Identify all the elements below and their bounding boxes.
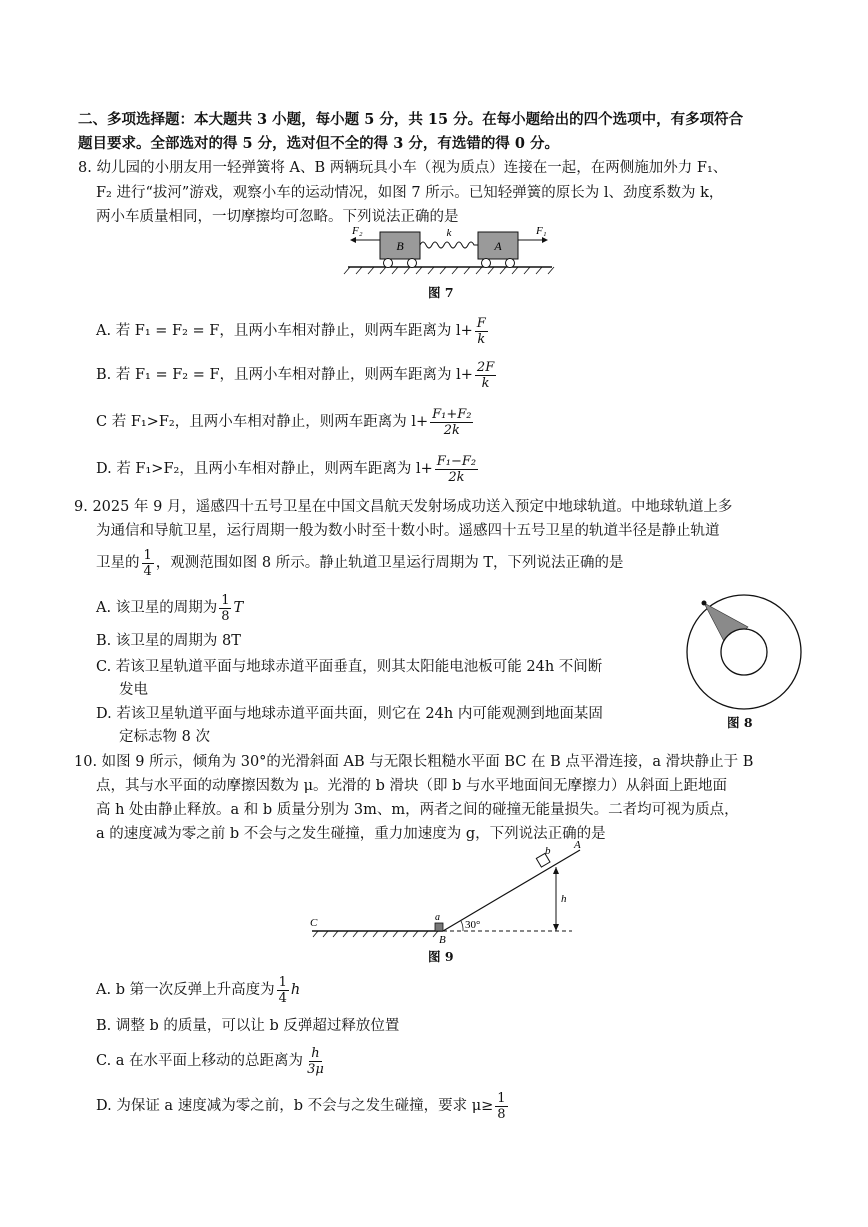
q8-option-b: B. 若 F₁ = F₂ = F，且两小车相对静止，则两车距离为 l+ $\frac{2F}{k}$ <box>96 359 495 391</box>
q10-stem-3: 高 h 处由静止释放。a 和 b 质量分别为 3m、m，两者之间的碰撞无能量损失。二者均可视为质点， <box>96 802 739 818</box>
figure-7-caption: 图 7 <box>428 285 454 300</box>
q8-option-c: C 若 F₁>F₂，且两小车相对静止，则两车距离为 l+ $\frac{\text{F₁+F₂}}{2k}$ <box>96 406 472 438</box>
q9-option-b: B. 该卫星的周期为 8T <box>96 633 241 649</box>
figure-9-diagram <box>300 838 590 948</box>
section-heading: 二、多项选择题：本大题共 3 小题，每小题 5 分，共 15 分。在每小题给出的四个选项中，有多项符合 <box>78 111 744 128</box>
q8-option-d: D. 若 F₁>F₂，且两小车相对静止，则两车距离为 l+ $\frac{\text{F₁−F₂}}{2k}$ <box>96 453 477 485</box>
q8-stem-1: 8. 幼儿园的小朋友用一轻弹簧将 A、B 两辆玩具小车（视为质点）连接在一起，在两侧施加外力 F₁、 <box>78 160 728 176</box>
fig9-label-b: b <box>545 845 551 857</box>
section-heading-2: 题目要求。全部选对的得 5 分，选对但不全的得 3 分，有选错的得 0 分。 <box>78 135 560 152</box>
figure-8-diagram <box>682 592 806 712</box>
q9-option-d-2: 定标志物 8 次 <box>119 729 210 745</box>
spring <box>420 242 478 248</box>
q9-stem-1: 9. 2025 年 9 月，遥感四十五号卫星在中国文昌航天发射场成功送入预定中地球轨道。中地球轨道上多 <box>74 499 733 515</box>
q8-stem-3: 两小车质量相同，一切摩擦均可忽略。下列说法正确的是 <box>96 209 459 225</box>
q9-option-c-1: C. 若该卫星轨道平面与地球赤道平面垂直，则其太阳能电池板可能 24h 不间断 <box>96 659 603 675</box>
figure-8-caption: 图 8 <box>727 715 753 730</box>
q8-option-a: A. 若 F₁ = F₂ = F，且两小车相对静止，则两车距离为 l+ $\frac{F}{k}$ <box>96 315 486 347</box>
q9-option-d-1: D. 若该卫星轨道平面与地球赤道平面共面，则它在 24h 内可能观测到地面某固 <box>96 706 603 722</box>
q10-option-b: B. 调整 b 的质量，可以让 b 反弹超过释放位置 <box>96 1018 400 1034</box>
fig7-label-b: B <box>396 239 404 253</box>
fig7-label-a: A <box>494 239 502 253</box>
fig9-label-b-point: B <box>439 934 446 946</box>
earth <box>721 629 767 675</box>
fig7-label-f1: F₁ <box>536 225 547 237</box>
fig9-label-h: h <box>561 893 567 905</box>
q10-option-d: D. 为保证 a 速度减为零之前，b 不会与之发生碰撞，要求 μ≥ $\frac{1}{8}$ <box>96 1090 506 1122</box>
q10-stem-2: 点，其与水平面的动摩擦因数为 μ。光滑的 b 滑块（即 b 与水平地面间无摩擦力）从斜面上距地面 <box>96 778 728 794</box>
incline <box>443 850 580 931</box>
figure-7-diagram <box>340 222 560 284</box>
q8-stem-2: F₂ 进行“拔河”游戏，观察小车的运动情况，如图 7 所示。已知轻弹簧的原长为 l、劲度系数为 k， <box>96 185 724 201</box>
fig9-label-a: a <box>435 912 440 923</box>
q10-stem-4: a 的速度减为零之前 b 不会与之发生碰撞，重力加速度为 g，下列说法正确的是 <box>96 826 606 842</box>
q9-option-a: A. 该卫星的周期为 $\frac{1}{8}$ T <box>96 592 244 624</box>
q10-stem-1: 10. 如图 9 所示，倾角为 30°的光滑斜面 AB 与无限长粗糙水平面 BC 在 B 点平滑连接，a 滑块静止于 B <box>74 754 754 770</box>
fig7-label-k: k <box>446 227 452 239</box>
q9-stem-2: 为通信和导航卫星，运行周期一般为数小时至十数小时。遥感四十五号卫星的轨道半径是静止轨道 <box>96 523 720 539</box>
fig9-label-c: C <box>310 917 318 929</box>
q9-option-c-2: 发电 <box>119 682 148 698</box>
fig9-label-a-upper: A <box>574 839 581 851</box>
figure-9-caption: 图 9 <box>428 949 454 964</box>
q9-stem-3: 卫星的 $\frac{1}{4}$ ，观测范围如图 8 所示。静止轨道卫星运行周期为 T，下列说法正确的是 <box>96 547 624 579</box>
q10-option-a: A. b 第一次反弹上升高度为 $\frac{1}{4}$ h <box>96 974 301 1006</box>
q10-option-c: C. a 在水平面上移动的总距离为 $\frac{h}{3\mu}$ <box>96 1045 324 1077</box>
block-a <box>435 923 443 931</box>
fig9-angle-label: 30° <box>465 919 481 931</box>
satellite-icon <box>702 601 707 606</box>
fig7-label-f2: F₂ <box>352 225 363 237</box>
